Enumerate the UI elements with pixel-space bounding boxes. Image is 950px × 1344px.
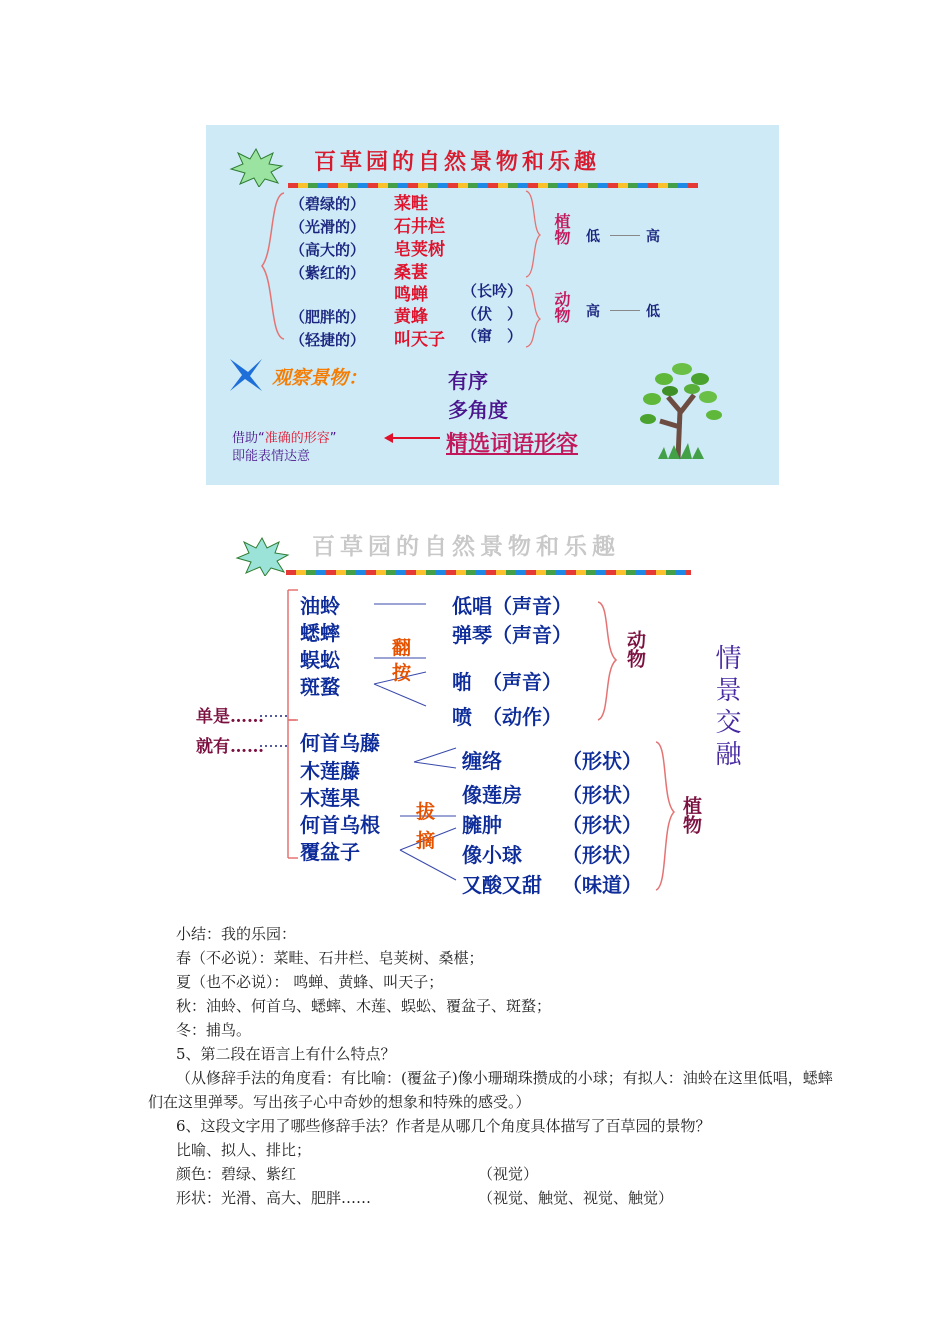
animal-label-2: 动物 xyxy=(624,630,646,668)
title-underline xyxy=(286,570,691,575)
animal-2: 蟋蟀 xyxy=(300,621,340,645)
text-line-3: 夏（也不必说）： 鸣蝉、黄蜂、叫天子； xyxy=(176,973,444,991)
adj-row-2: （光滑的） xyxy=(290,218,366,236)
animal-order-arrow xyxy=(610,310,640,311)
slide-natural-scenery-2 xyxy=(186,520,746,900)
plant-desc-3-word: 臃肿 xyxy=(462,813,502,837)
text-line-7: （从修辞手法的角度看：有比喻：(覆盆子)像小珊瑚珠攒成的小球；有拟人：油蛉在这里低唱，蟋蟀们在这里弹琴。写出孩子心中奇妙的想象和特殊的感受。） xyxy=(148,1069,833,1111)
plant-2: 木莲藤 xyxy=(300,759,360,783)
noun-row-4: 桑葚 xyxy=(394,263,428,283)
adj-row-4: （紫红的） xyxy=(290,264,366,282)
plant-desc-4-word: 像小球 xyxy=(462,843,522,867)
text-line-4: 秋：油蛉、何首乌、蟋蟀、木莲、蜈蚣、覆盆子、斑蝥； xyxy=(176,997,552,1015)
observe-label: 观察景物： xyxy=(272,367,368,389)
text-line-10: 颜色：碧绿、紫红 （视觉） xyxy=(176,1165,539,1183)
side-text-qjrh: 情景交融 xyxy=(711,644,741,772)
verb-fan: 翻 xyxy=(392,637,412,659)
observe-orderly: 有序 xyxy=(448,369,488,393)
note-line-2: 即能表情达意 xyxy=(232,449,311,464)
animal-label: 动物 xyxy=(552,291,571,323)
animal-action-4: 喷 （动作） xyxy=(452,705,562,729)
dan-shi: 单是…… xyxy=(196,707,264,727)
plant-label: 植物 xyxy=(552,213,571,245)
plant-desc-2-type: （形状） xyxy=(562,783,642,807)
verb-an: 按 xyxy=(392,662,412,684)
plant-5: 覆盆子 xyxy=(300,840,360,864)
animal-4: 斑蝥 xyxy=(300,675,340,699)
slide-natural-scenery-1 xyxy=(206,125,779,485)
text-line-11: 形状：光滑、高大、肥胖…… （视觉、触觉、视觉、触觉） xyxy=(176,1189,674,1207)
plant-desc-3-type: （形状） xyxy=(562,813,642,837)
plant-desc-1-word: 缠络 xyxy=(462,749,502,773)
animal-action-1: 低唱（声音） xyxy=(452,594,572,618)
slide1-title: 百草园的自然景物和乐趣 xyxy=(314,149,601,175)
adj-row-6: （肥胖的） xyxy=(290,308,366,326)
adj-row-7: （轻捷的） xyxy=(290,331,366,349)
plant-order-arrow xyxy=(610,235,640,236)
text-line-2: 春（不必说）：菜畦、石井栏、皂荚树、桑椹； xyxy=(176,949,484,967)
slide2-title: 百草园的自然景物和乐趣 xyxy=(312,533,620,560)
starburst-icon xyxy=(228,147,284,187)
noun-row-2: 石井栏 xyxy=(394,217,445,237)
animal-3: 蜈蚣 xyxy=(300,648,340,672)
pinwheel-star-icon xyxy=(228,357,264,393)
plant-1: 何首乌藤 xyxy=(300,731,380,755)
left-brace xyxy=(258,191,288,341)
plant-order-from: 低 xyxy=(586,229,600,245)
note-line-1: 借助“准确的形容” xyxy=(232,431,337,446)
starburst-icon xyxy=(234,536,290,576)
text-line-5: 冬：捕鸟。 xyxy=(176,1021,252,1039)
title-underline xyxy=(288,183,698,188)
plant-desc-5-type: （味道） xyxy=(562,873,642,897)
animal-action-3: 啪 （声音） xyxy=(452,670,562,694)
plant-desc-2-word: 像莲房 xyxy=(462,783,522,807)
text-body xyxy=(148,922,838,1210)
adj-row-1: （碧绿的） xyxy=(290,195,366,213)
select-words: 精选词语形容 xyxy=(446,432,579,457)
animal-1: 油蛉 xyxy=(300,594,340,618)
animal-order-to: 低 xyxy=(646,304,660,320)
plant-order-to: 高 xyxy=(646,229,660,245)
noun-row-3: 皂荚树 xyxy=(394,240,445,260)
adj-row-3: （高大的） xyxy=(290,241,366,259)
right-braces xyxy=(524,189,544,349)
tree-icon xyxy=(634,351,726,461)
sound-1: （长吟） xyxy=(462,282,523,300)
plant-desc-5-word: 又酸又甜 xyxy=(462,873,542,897)
jiu-you: 就有…… xyxy=(196,737,264,757)
noun-row-5: 鸣蝉 xyxy=(394,285,428,305)
verb-zhai: 摘 xyxy=(416,830,436,852)
sound-3: （窜 ） xyxy=(462,327,523,345)
text-line-1: 小结：我的乐园： xyxy=(176,925,297,943)
plant-desc-4-type: （形状） xyxy=(562,843,642,867)
noun-row-6: 黄蜂 xyxy=(394,307,428,327)
plant-3: 木莲果 xyxy=(300,786,360,810)
text-line-8: 6、这段文字用了哪些修辞手法？作者是从哪几个角度具体描写了百草园的景物？ xyxy=(176,1117,711,1135)
text-line-9: 比喻、拟人、排比； xyxy=(176,1141,312,1159)
animal-action-2: 弹琴（声音） xyxy=(452,623,572,647)
animal-order-from: 高 xyxy=(586,304,600,320)
noun-row-1: 菜畦 xyxy=(394,194,428,214)
text-line-6: 5、第二段在语言上有什么特点？ xyxy=(176,1045,396,1063)
plant-desc-1-type: （形状） xyxy=(562,749,642,773)
plant-label-2: 植物 xyxy=(680,796,702,834)
observe-multi-angle: 多角度 xyxy=(448,398,508,422)
sound-2: （伏 ） xyxy=(462,305,523,323)
left-arrow xyxy=(384,432,442,444)
noun-row-7: 叫天子 xyxy=(394,330,445,350)
verb-ba: 拔 xyxy=(416,801,436,823)
plant-4: 何首乌根 xyxy=(300,813,380,837)
